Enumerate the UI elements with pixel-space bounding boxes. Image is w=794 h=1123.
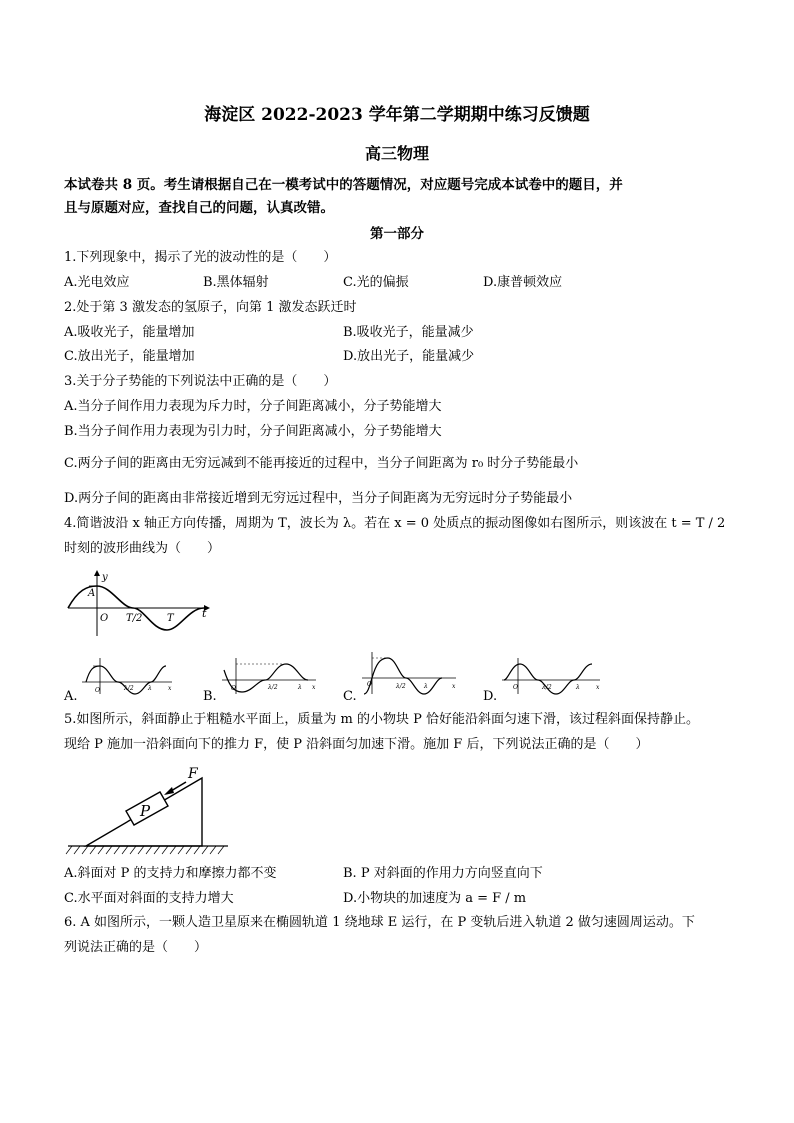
q4-graph-T-label: T <box>167 613 174 624</box>
q3-stem: 3.关于分子势能的下列说法中正确的是（ ） <box>64 374 337 389</box>
q5-incline-figure <box>64 764 234 860</box>
q2-option-b: B.吸收光子，能量减少 <box>343 325 474 340</box>
q2-option-c: C.放出光子，能量增加 <box>64 349 195 364</box>
q3-option-a: A.当分子间作用力表现为斥力时，分子间距离减小，分子势能增大 <box>64 399 442 414</box>
q5-force-label: F <box>188 766 198 782</box>
q5-block-label: P <box>140 802 151 820</box>
q1-option-c: C.光的偏振 <box>343 275 409 290</box>
q1-option-d: D.康普顿效应 <box>483 275 563 290</box>
svg-text:λ/2: λ/2 <box>268 684 278 691</box>
q2-option-a: A.吸收光子，能量增加 <box>64 325 195 340</box>
q4-graph-a-label: A <box>88 588 96 599</box>
q4-option-d-graph <box>500 656 604 696</box>
q6-stem-2: 列说法正确的是（ ） <box>64 940 208 955</box>
svg-text:λ: λ <box>576 684 580 691</box>
q5-option-a: A.斜面对 P 的支持力和摩擦力都不变 <box>64 866 277 881</box>
q4-option-b-graph <box>220 656 320 696</box>
q5-option-c: C.水平面对斜面的支持力增大 <box>64 891 234 906</box>
q4-graph-half-label: T/2 <box>126 613 143 624</box>
q3-option-c: C.两分子间的距离由无穷远减到不能再接近的过程中，当分子间距离为 r₀ 时分子势能最小 <box>64 456 579 471</box>
svg-text:λ: λ <box>148 685 152 692</box>
svg-text:x: x <box>312 684 316 691</box>
page-title: 海淀区 2022-2023 学年第二学期期中练习反馈题 <box>204 105 590 125</box>
q1-option-a: A.光电效应 <box>64 275 130 290</box>
q2-option-d: D.放出光子，能量减少 <box>343 349 475 364</box>
q4-vibration-graph <box>64 568 214 638</box>
svg-text:x: x <box>168 685 172 692</box>
q4-stem-1: 4.简谐波沿 x 轴正方向传播，周期为 T，波长为 λ。若在 x = 0 处质点的振动图像如右图所示，则该波在 t = T / 2 <box>64 516 726 531</box>
q5-stem-1: 5.如图所示，斜面静止于粗糙水平面上，质量为 m 的小物块 P 恰好能沿斜面匀速下滑，该过程斜面保持静止。 <box>64 712 700 727</box>
svg-text:x: x <box>596 684 600 691</box>
q4-option-c-graph <box>360 650 460 696</box>
svg-text:O: O <box>231 685 236 692</box>
intro-line-1: 本试卷共 8 页。考生请根据自己在一模考试中的答题情况，对应题号完成本试卷中的题目，并 <box>64 177 623 193</box>
section-heading: 第一部分 <box>370 226 424 242</box>
svg-text:O: O <box>367 681 372 688</box>
svg-text:λ: λ <box>298 684 302 691</box>
q5-option-d: D.小物块的加速度为 a = F / m <box>343 891 527 906</box>
svg-text:λ/2: λ/2 <box>542 684 552 691</box>
q4-graph-origin-label: O <box>100 613 109 624</box>
page-subtitle: 高三物理 <box>364 144 429 163</box>
q2-stem: 2.处于第 3 激发态的氢原子，向第 1 激发态跃迁时 <box>64 300 357 315</box>
svg-text:O: O <box>513 684 518 691</box>
q1-stem: 1.下列现象中，揭示了光的波动性的是（ ） <box>64 250 337 265</box>
q1-option-b: B.黑体辐射 <box>203 275 269 290</box>
q4-option-d-label: D. <box>483 689 498 704</box>
svg-text:λ/2: λ/2 <box>396 683 406 690</box>
svg-text:O: O <box>95 687 100 694</box>
svg-text:x: x <box>452 683 456 690</box>
q4-option-a-label: A. <box>64 689 78 704</box>
q4-stem-2: 时刻的波形曲线为（ ） <box>64 541 221 556</box>
q3-option-d: D.两分子间的距离由非常接近增到无穷远过程中，当分子间距离为无穷远时分子势能最小 <box>64 491 573 506</box>
intro-line-2: 且与原题对应，查找自己的问题，认真改错。 <box>64 200 334 216</box>
q5-stem-2: 现给 P 施加一沿斜面向下的推力 F，使 P 沿斜面匀加速下滑。施加 F 后，下列说法正确的是（ ） <box>64 737 649 752</box>
q3-option-b: B.当分子间作用力表现为引力时，分子间距离减小，分子势能增大 <box>64 424 442 439</box>
q5-option-b: B. P 对斜面的作用力方向竖直向下 <box>343 866 543 881</box>
q4-option-b-label: B. <box>203 689 217 704</box>
q6-stem-1: 6. A 如图所示，一颗人造卫星原来在椭圆轨道 1 绕地球 E 运行，在 P 变轨后进入轨道 2 做匀速圆周运动。下 <box>64 915 695 930</box>
q4-graph-y-label: y <box>102 572 108 583</box>
q4-option-c-label: C. <box>343 689 357 704</box>
svg-text:λ: λ <box>424 683 428 690</box>
q4-option-a-graph <box>80 656 176 696</box>
svg-text:λ/2: λ/2 <box>124 685 134 692</box>
q4-graph-t-label: t <box>202 607 207 620</box>
